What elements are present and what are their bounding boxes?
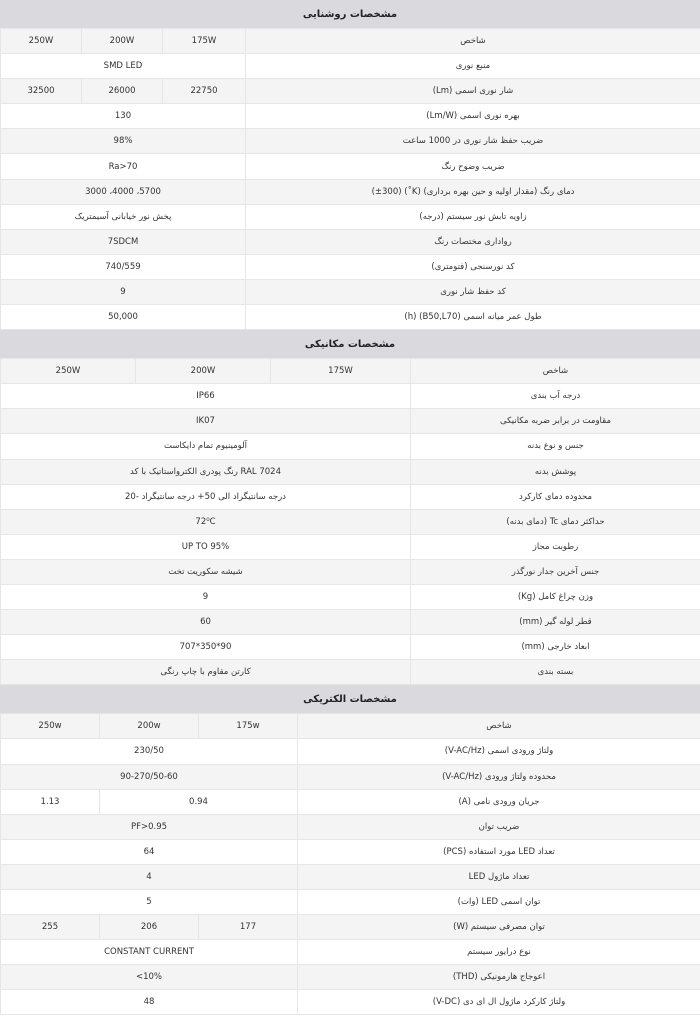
row-label: منبع نوری bbox=[246, 54, 700, 79]
table-row bbox=[1, 814, 700, 839]
value-cell: 9 bbox=[1, 584, 411, 609]
section-title: مشخصات روشنایی bbox=[0, 0, 700, 28]
value-cell: <10% bbox=[1, 965, 298, 990]
row-label: ولتاژ کارکرد ماژول ال ای دی (V-DC) bbox=[298, 990, 700, 1015]
table-row bbox=[1, 79, 700, 104]
value-cell: 60 bbox=[1, 610, 411, 635]
table-row bbox=[1, 54, 700, 79]
row-label: جنس آخرین جدار نورگذر bbox=[411, 559, 700, 584]
value-cell: 250W bbox=[1, 29, 82, 54]
row-label: کد حفظ شار نوری bbox=[246, 279, 700, 304]
row-label: پوشش بدنه bbox=[411, 459, 700, 484]
value-cell: 250W bbox=[1, 359, 136, 384]
row-label: درجه آب بندی bbox=[411, 384, 700, 409]
table-row bbox=[1, 434, 700, 459]
value-cell: 200w bbox=[100, 714, 199, 739]
row-label: بهره نوری اسمی (Lm/W) bbox=[246, 104, 700, 129]
value-cell: 177 bbox=[199, 915, 298, 940]
row-label: تعداد LED مورد استفاده (PCS) bbox=[298, 839, 700, 864]
value-cell: Ra>70 bbox=[1, 154, 246, 179]
row-label: قطر لوله گیر (mm) bbox=[411, 610, 700, 635]
row-label: بسته بندی bbox=[411, 660, 700, 685]
table-row bbox=[1, 509, 700, 534]
table-row bbox=[1, 129, 700, 154]
row-label: شاخص bbox=[298, 714, 700, 739]
row-label: شار نوری اسمی (Lm) bbox=[246, 79, 700, 104]
value-cell: SMD LED bbox=[1, 54, 246, 79]
table-row bbox=[1, 384, 700, 409]
value-cell: 250w bbox=[1, 714, 100, 739]
table-row bbox=[1, 789, 700, 814]
row-label: دمای رنگ (مقدار اولیه و حین بهره برداری) (K˚) (±300) bbox=[246, 179, 700, 204]
table-row bbox=[1, 965, 700, 990]
table-row bbox=[1, 204, 700, 229]
value-cell: 175W bbox=[163, 29, 246, 54]
value-cell: CONSTANT CURRENT bbox=[1, 940, 298, 965]
row-label: شاخص bbox=[246, 29, 700, 54]
value-cell: رنگ پودری الکترواستاتیک با کد RAL 7024 bbox=[1, 459, 411, 484]
row-label: رطوبت مجاز bbox=[411, 534, 700, 559]
value-cell: 22750 bbox=[163, 79, 246, 104]
row-label: طول عمر میانه اسمی (B50,L70) (h) bbox=[246, 305, 700, 330]
value-cell: 72⁰C bbox=[1, 509, 411, 534]
table-row bbox=[1, 254, 700, 279]
row-label: نوع درایور سیستم bbox=[298, 940, 700, 965]
row-label: اعوجاج هارمونیکی (THD) bbox=[298, 965, 700, 990]
value-cell: 9 bbox=[1, 279, 246, 304]
value-cell: کارتن مقاوم با چاپ رنگی bbox=[1, 660, 411, 685]
value-cell: شیشه سکوریت تخت bbox=[1, 559, 411, 584]
row-label: وزن چراغ کامل (Kg) bbox=[411, 584, 700, 609]
table-row bbox=[1, 714, 700, 739]
table-row bbox=[1, 484, 700, 509]
table-row bbox=[1, 610, 700, 635]
value-cell: 707*350*90 bbox=[1, 635, 411, 660]
value-cell: 20- درجه سانتیگراد الی 50+ درجه سانتیگراد bbox=[1, 484, 411, 509]
table-row bbox=[1, 990, 700, 1015]
row-label: ابعاد خارجی (mm) bbox=[411, 635, 700, 660]
row-label: توان مصرفی سیستم (W) bbox=[298, 915, 700, 940]
table-row bbox=[1, 839, 700, 864]
table-row bbox=[1, 534, 700, 559]
row-label: تعداد ماژول LED bbox=[298, 864, 700, 889]
value-cell: 1.13 bbox=[1, 789, 100, 814]
row-label: رواداری مختصات رنگ bbox=[246, 229, 700, 254]
value-cell: 0.94 bbox=[100, 789, 298, 814]
value-cell: 200W bbox=[136, 359, 271, 384]
table-row bbox=[1, 660, 700, 685]
value-cell: 206 bbox=[100, 915, 199, 940]
row-label: جریان ورودی نامی (A) bbox=[298, 789, 700, 814]
table-row bbox=[1, 584, 700, 609]
value-cell: 50,000 bbox=[1, 305, 246, 330]
table-row bbox=[1, 229, 700, 254]
table-row bbox=[1, 154, 700, 179]
value-cell: IK07 bbox=[1, 409, 411, 434]
table-row bbox=[1, 104, 700, 129]
row-label: ضریب توان bbox=[298, 814, 700, 839]
row-label: ضریب وضوح رنگ bbox=[246, 154, 700, 179]
row-label: حداکثر دمای Tc (دمای بدنه) bbox=[411, 509, 700, 534]
row-label: محدوده ولتاژ ورودی (V-AC/Hz) bbox=[298, 764, 700, 789]
table-row bbox=[1, 359, 700, 384]
section-electrical bbox=[0, 685, 700, 1015]
row-label: محدوده دمای کارکرد bbox=[411, 484, 700, 509]
value-cell: 230/50 bbox=[1, 739, 298, 764]
value-cell: 175W bbox=[271, 359, 411, 384]
value-cell: پخش نور خیابانی آسیمتریک bbox=[1, 204, 246, 229]
value-cell: PF>0.95 bbox=[1, 814, 298, 839]
value-cell: 175w bbox=[199, 714, 298, 739]
spec-table bbox=[0, 713, 700, 1015]
section-title: مشخصات مکانیکی bbox=[0, 330, 700, 358]
row-label: مقاومت در برابر ضربه مکانیکی bbox=[411, 409, 700, 434]
table-row bbox=[1, 29, 700, 54]
table-row bbox=[1, 305, 700, 330]
value-cell: 5 bbox=[1, 890, 298, 915]
table-row bbox=[1, 559, 700, 584]
value-cell: 64 bbox=[1, 839, 298, 864]
table-row bbox=[1, 940, 700, 965]
table-row bbox=[1, 890, 700, 915]
table-row bbox=[1, 864, 700, 889]
table-row bbox=[1, 635, 700, 660]
table-row bbox=[1, 739, 700, 764]
value-cell: 200W bbox=[82, 29, 163, 54]
value-cell: 90-270/50-60 bbox=[1, 764, 298, 789]
spec-table bbox=[0, 358, 700, 685]
row-label: توان اسمی LED (وات) bbox=[298, 890, 700, 915]
spec-table bbox=[0, 28, 700, 330]
section-mechanical bbox=[0, 330, 700, 685]
table-row bbox=[1, 409, 700, 434]
row-label: ضریب حفظ شار نوری در 1000 ساعت bbox=[246, 129, 700, 154]
row-label: زاویه تابش نور سیستم (درجه) bbox=[246, 204, 700, 229]
row-label: شاخص bbox=[411, 359, 700, 384]
table-row bbox=[1, 279, 700, 304]
value-cell: 26000 bbox=[82, 79, 163, 104]
value-cell: 740/559 bbox=[1, 254, 246, 279]
section-lighting bbox=[0, 0, 700, 330]
value-cell: 255 bbox=[1, 915, 100, 940]
value-cell: 4 bbox=[1, 864, 298, 889]
row-label: جنس و نوع بدنه bbox=[411, 434, 700, 459]
value-cell: آلومینیوم تمام دایکاست bbox=[1, 434, 411, 459]
table-row bbox=[1, 915, 700, 940]
row-label: ولتاژ ورودی اسمی (V-AC/Hz) bbox=[298, 739, 700, 764]
value-cell: UP TO 95% bbox=[1, 534, 411, 559]
section-title: مشخصات الکتریکی bbox=[0, 685, 700, 713]
table-row bbox=[1, 179, 700, 204]
value-cell: 98% bbox=[1, 129, 246, 154]
value-cell: 130 bbox=[1, 104, 246, 129]
table-row bbox=[1, 459, 700, 484]
value-cell: IP66 bbox=[1, 384, 411, 409]
value-cell: 32500 bbox=[1, 79, 82, 104]
value-cell: 3000 ،4000 ،5700 bbox=[1, 179, 246, 204]
value-cell: 48 bbox=[1, 990, 298, 1015]
row-label: کد نورسنجی (فتومتری) bbox=[246, 254, 700, 279]
table-row bbox=[1, 764, 700, 789]
value-cell: 7SDCM bbox=[1, 229, 246, 254]
